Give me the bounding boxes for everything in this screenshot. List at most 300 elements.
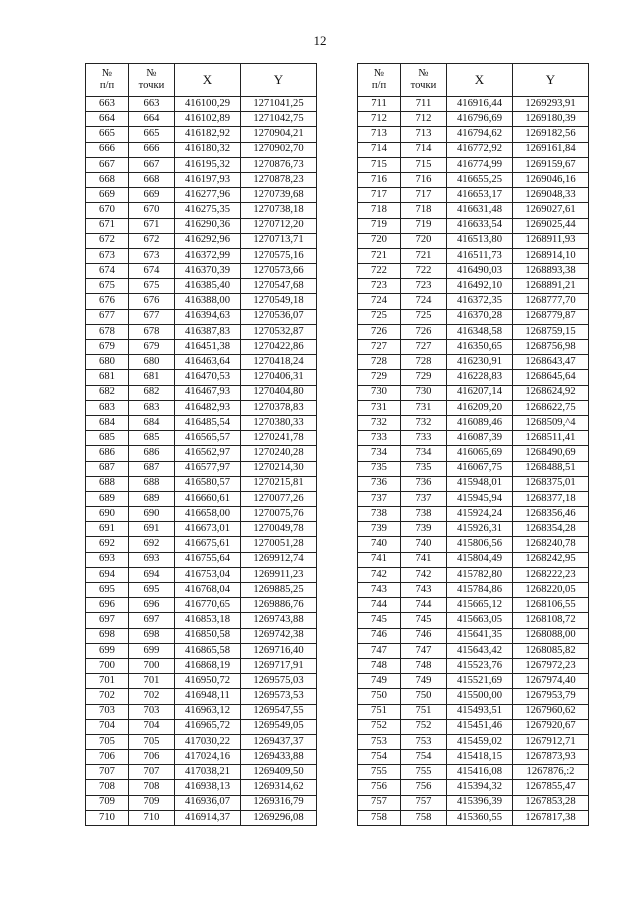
cell-num-point: 683 — [129, 400, 175, 415]
cell-y: 1268756,98 — [513, 340, 589, 355]
cell-num-point: 680 — [129, 355, 175, 370]
cell-x: 416673,01 — [175, 522, 241, 537]
cell-num-pp: 736 — [358, 476, 401, 491]
cell-num-point: 739 — [401, 522, 447, 537]
cell-x: 415451,46 — [447, 719, 513, 734]
cell-num-pp: 734 — [358, 446, 401, 461]
cell-y: 1268624,92 — [513, 385, 589, 400]
cell-x: 416385,40 — [175, 279, 241, 294]
cell-num-pp: 669 — [86, 188, 129, 203]
table-row — [86, 97, 317, 112]
cell-x: 416370,28 — [447, 309, 513, 324]
cell-y: 1268488,51 — [513, 461, 589, 476]
cell-y: 1270739,68 — [241, 188, 317, 203]
cell-num-point: 714 — [401, 142, 447, 157]
cell-num-point: 719 — [401, 218, 447, 233]
cell-y: 1268511,41 — [513, 431, 589, 446]
cell-num-pp: 696 — [86, 598, 129, 613]
table-row — [358, 628, 589, 643]
cell-x: 416916,44 — [447, 97, 513, 112]
cell-y: 1269048,33 — [513, 188, 589, 203]
table-row — [86, 188, 317, 203]
cell-num-point: 751 — [401, 704, 447, 719]
cell-x: 415396,39 — [447, 795, 513, 810]
cell-y: 1269409,50 — [241, 765, 317, 780]
cell-x: 416770,65 — [175, 598, 241, 613]
table-row — [358, 734, 589, 749]
cell-num-pp: 748 — [358, 658, 401, 673]
cell-num-pp: 688 — [86, 476, 129, 491]
cell-num-pp: 675 — [86, 279, 129, 294]
cell-y: 1268242,95 — [513, 552, 589, 567]
cell-x: 416565,57 — [175, 431, 241, 446]
table-row — [86, 370, 317, 385]
cell-num-pp: 731 — [358, 400, 401, 415]
cell-num-point: 725 — [401, 309, 447, 324]
cell-y: 1269296,08 — [241, 810, 317, 825]
cell-num-point: 720 — [401, 233, 447, 248]
table-row — [358, 674, 589, 689]
cell-num-pp: 728 — [358, 355, 401, 370]
cell-num-point: 687 — [129, 461, 175, 476]
table-row — [358, 795, 589, 810]
cell-num-pp: 726 — [358, 324, 401, 339]
cell-y: 1269549,05 — [241, 719, 317, 734]
cell-x: 415523,76 — [447, 658, 513, 673]
table-row — [358, 340, 589, 355]
cell-y: 1268354,28 — [513, 522, 589, 537]
cell-num-pp: 671 — [86, 218, 129, 233]
cell-num-point: 672 — [129, 233, 175, 248]
cell-x: 415418,15 — [447, 750, 513, 765]
cell-y: 1270876,73 — [241, 157, 317, 172]
table-row — [86, 719, 317, 734]
cell-num-point: 678 — [129, 324, 175, 339]
cell-num-point: 744 — [401, 598, 447, 613]
cell-x: 416868,19 — [175, 658, 241, 673]
cell-x: 416350,65 — [447, 340, 513, 355]
cell-x: 416067,75 — [447, 461, 513, 476]
cell-num-point: 740 — [401, 537, 447, 552]
table-row — [358, 370, 589, 385]
table-body-right — [358, 97, 589, 826]
cell-x: 415948,01 — [447, 476, 513, 491]
table-row — [86, 567, 317, 582]
cell-x: 416388,00 — [175, 294, 241, 309]
cell-num-pp: 707 — [86, 765, 129, 780]
cell-num-point: 682 — [129, 385, 175, 400]
cell-num-pp: 741 — [358, 552, 401, 567]
cell-y: 1267853,28 — [513, 795, 589, 810]
cell-y: 1270215,81 — [241, 476, 317, 491]
cell-num-point: 715 — [401, 157, 447, 172]
cell-x: 416485,54 — [175, 415, 241, 430]
cell-num-pp: 705 — [86, 734, 129, 749]
cell-x: 416755,64 — [175, 552, 241, 567]
cell-y: 1269573,53 — [241, 689, 317, 704]
cell-y: 1268240,78 — [513, 537, 589, 552]
cell-y: 1270049,78 — [241, 522, 317, 537]
cell-num-point: 700 — [129, 658, 175, 673]
table-row — [86, 628, 317, 643]
cell-num-point: 705 — [129, 734, 175, 749]
table-row — [358, 264, 589, 279]
table-row — [358, 537, 589, 552]
cell-num-pp: 751 — [358, 704, 401, 719]
table-row — [358, 750, 589, 765]
cell-num-point: 757 — [401, 795, 447, 810]
cell-num-point: 670 — [129, 203, 175, 218]
table-row — [86, 674, 317, 689]
cell-x: 416089,46 — [447, 415, 513, 430]
cell-num-pp: 710 — [86, 810, 129, 825]
table-row — [86, 203, 317, 218]
table-row — [358, 324, 589, 339]
cell-num-pp: 711 — [358, 97, 401, 112]
cell-y: 1268779,87 — [513, 309, 589, 324]
cell-num-pp: 727 — [358, 340, 401, 355]
cell-num-pp: 755 — [358, 765, 401, 780]
cell-num-pp: 754 — [358, 750, 401, 765]
cell-y: 1270422,86 — [241, 340, 317, 355]
cell-num-point: 718 — [401, 203, 447, 218]
cell-num-pp: 666 — [86, 142, 129, 157]
cell-num-pp: 725 — [358, 309, 401, 324]
cell-y: 1269912,74 — [241, 552, 317, 567]
table-row — [86, 613, 317, 628]
cell-y: 1268085,82 — [513, 643, 589, 658]
table-row — [86, 127, 317, 142]
page-number: 12 — [313, 33, 327, 48]
cell-x: 417030,22 — [175, 734, 241, 749]
cell-y: 1271041,25 — [241, 97, 317, 112]
cell-num-pp: 719 — [358, 218, 401, 233]
cell-num-point: 746 — [401, 628, 447, 643]
cell-x: 416794,62 — [447, 127, 513, 142]
cell-num-pp: 681 — [86, 370, 129, 385]
cell-y: 1268645,64 — [513, 370, 589, 385]
table-row — [86, 400, 317, 415]
cell-num-point: 712 — [401, 112, 447, 127]
table-row — [86, 461, 317, 476]
table-row — [358, 233, 589, 248]
cell-y: 1267817,38 — [513, 810, 589, 825]
cell-num-pp: 716 — [358, 172, 401, 187]
cell-x: 416180,32 — [175, 142, 241, 157]
cell-x: 416936,07 — [175, 795, 241, 810]
cell-x: 416938,13 — [175, 780, 241, 795]
cell-x: 416372,99 — [175, 248, 241, 263]
table-row — [358, 491, 589, 506]
cell-num-point: 681 — [129, 370, 175, 385]
cell-num-pp: 706 — [86, 750, 129, 765]
cell-num-pp: 739 — [358, 522, 401, 537]
cell-num-point: 695 — [129, 583, 175, 598]
cell-num-pp: 752 — [358, 719, 401, 734]
cell-num-pp: 703 — [86, 704, 129, 719]
cell-x: 416209,20 — [447, 400, 513, 415]
table-row — [86, 491, 317, 506]
header-num-pp: № п/п — [86, 64, 129, 97]
cell-num-pp: 756 — [358, 780, 401, 795]
cell-x: 416511,73 — [447, 248, 513, 263]
cell-num-point: 750 — [401, 689, 447, 704]
cell-num-point: 673 — [129, 248, 175, 263]
cell-num-point: 737 — [401, 491, 447, 506]
cell-x: 416577,97 — [175, 461, 241, 476]
cell-x: 415416,08 — [447, 765, 513, 780]
table-row — [86, 279, 317, 294]
cell-num-point: 665 — [129, 127, 175, 142]
cell-num-point: 743 — [401, 583, 447, 598]
cell-x: 415663,05 — [447, 613, 513, 628]
cell-num-pp: 683 — [86, 400, 129, 415]
cell-num-pp: 713 — [358, 127, 401, 142]
cell-num-pp: 694 — [86, 567, 129, 582]
cell-y: 1267912,71 — [513, 734, 589, 749]
table-row — [86, 522, 317, 537]
cell-num-point: 711 — [401, 97, 447, 112]
cell-num-pp: 735 — [358, 461, 401, 476]
table-row — [86, 157, 317, 172]
cell-num-pp: 668 — [86, 172, 129, 187]
cell-y: 1268777,70 — [513, 294, 589, 309]
cell-num-point: 730 — [401, 385, 447, 400]
cell-x: 416182,92 — [175, 127, 241, 142]
cell-x: 415945,94 — [447, 491, 513, 506]
cell-x: 415782,80 — [447, 567, 513, 582]
cell-x: 416207,14 — [447, 385, 513, 400]
cell-x: 416796,69 — [447, 112, 513, 127]
cell-num-pp: 732 — [358, 415, 401, 430]
cell-num-point: 698 — [129, 628, 175, 643]
cell-num-pp: 667 — [86, 157, 129, 172]
cell-num-point: 754 — [401, 750, 447, 765]
cell-x: 416387,83 — [175, 324, 241, 339]
cell-y: 1267855,47 — [513, 780, 589, 795]
cell-y: 1268088,00 — [513, 628, 589, 643]
cell-y: 1270241,78 — [241, 431, 317, 446]
table-row — [86, 780, 317, 795]
cell-x: 416451,38 — [175, 340, 241, 355]
cell-num-pp: 685 — [86, 431, 129, 446]
cell-y: 1267972,23 — [513, 658, 589, 673]
table-row — [86, 750, 317, 765]
table-row — [86, 324, 317, 339]
cell-num-pp: 746 — [358, 628, 401, 643]
table-row — [86, 810, 317, 825]
cell-y: 1270404,80 — [241, 385, 317, 400]
cell-y: 1269161,84 — [513, 142, 589, 157]
table-row — [86, 446, 317, 461]
cell-y: 1268375,01 — [513, 476, 589, 491]
table-row — [358, 461, 589, 476]
cell-num-point: 689 — [129, 491, 175, 506]
cell-y: 1269316,79 — [241, 795, 317, 810]
cell-y: 1270075,76 — [241, 507, 317, 522]
cell-y: 1268356,46 — [513, 507, 589, 522]
cell-y: 1270077,26 — [241, 491, 317, 506]
cell-num-point: 703 — [129, 704, 175, 719]
cell-y: 1270549,18 — [241, 294, 317, 309]
cell-num-pp: 672 — [86, 233, 129, 248]
cell-num-pp: 697 — [86, 613, 129, 628]
table-body-left — [86, 97, 317, 826]
cell-y: 1270536,07 — [241, 309, 317, 324]
cell-y: 1269885,25 — [241, 583, 317, 598]
cell-num-pp: 714 — [358, 142, 401, 157]
header-num-pp: № п/п — [358, 64, 401, 97]
table-row — [358, 689, 589, 704]
cell-x: 415641,35 — [447, 628, 513, 643]
cell-num-point: 728 — [401, 355, 447, 370]
cell-num-pp: 718 — [358, 203, 401, 218]
cell-num-pp: 709 — [86, 795, 129, 810]
cell-num-point: 722 — [401, 264, 447, 279]
cell-num-point: 721 — [401, 248, 447, 263]
cell-num-point: 736 — [401, 476, 447, 491]
cell-num-pp: 670 — [86, 203, 129, 218]
table-row — [358, 431, 589, 446]
cell-num-point: 696 — [129, 598, 175, 613]
cell-y: 1269742,38 — [241, 628, 317, 643]
cell-num-point: 708 — [129, 780, 175, 795]
table-row — [358, 765, 589, 780]
cell-x: 416482,93 — [175, 400, 241, 415]
cell-num-point: 684 — [129, 415, 175, 430]
table-row — [358, 613, 589, 628]
cell-num-pp: 729 — [358, 370, 401, 385]
cell-num-pp: 744 — [358, 598, 401, 613]
cell-x: 415924,24 — [447, 507, 513, 522]
table-row — [358, 157, 589, 172]
cell-num-point: 752 — [401, 719, 447, 734]
cell-num-point: 713 — [401, 127, 447, 142]
cell-num-pp: 702 — [86, 689, 129, 704]
cell-x: 416492,10 — [447, 279, 513, 294]
cell-y: 1269180,39 — [513, 112, 589, 127]
cell-y: 1269159,67 — [513, 157, 589, 172]
table-row — [86, 598, 317, 613]
cell-num-pp: 692 — [86, 537, 129, 552]
cell-x: 416655,25 — [447, 172, 513, 187]
cell-num-pp: 738 — [358, 507, 401, 522]
table-row — [86, 431, 317, 446]
cell-y: 1268220,05 — [513, 583, 589, 598]
cell-x: 415360,55 — [447, 810, 513, 825]
cell-num-pp: 678 — [86, 324, 129, 339]
cell-y: 1269743,88 — [241, 613, 317, 628]
cell-num-pp: 749 — [358, 674, 401, 689]
cell-x: 416348,58 — [447, 324, 513, 339]
cell-num-point: 701 — [129, 674, 175, 689]
cell-y: 1270878,23 — [241, 172, 317, 187]
cell-num-point: 699 — [129, 643, 175, 658]
cell-x: 415665,12 — [447, 598, 513, 613]
cell-y: 1268893,38 — [513, 264, 589, 279]
cell-x: 416853,18 — [175, 613, 241, 628]
cell-num-pp: 674 — [86, 264, 129, 279]
cell-x: 415806,56 — [447, 537, 513, 552]
header-num-point: № точки — [129, 64, 175, 97]
table-row — [358, 583, 589, 598]
cell-x: 416865,58 — [175, 643, 241, 658]
cell-num-point: 745 — [401, 613, 447, 628]
cell-num-pp: 691 — [86, 522, 129, 537]
table-row — [358, 552, 589, 567]
cell-num-point: 688 — [129, 476, 175, 491]
table-row — [358, 172, 589, 187]
cell-num-pp: 699 — [86, 643, 129, 658]
cell-y: 1270904,21 — [241, 127, 317, 142]
cell-num-pp: 717 — [358, 188, 401, 203]
cell-num-pp: 722 — [358, 264, 401, 279]
table-row — [358, 97, 589, 112]
cell-num-pp: 742 — [358, 567, 401, 582]
cell-y: 1268106,55 — [513, 598, 589, 613]
cell-x: 415394,32 — [447, 780, 513, 795]
table-row — [86, 795, 317, 810]
cell-x: 416963,12 — [175, 704, 241, 719]
table-row — [86, 537, 317, 552]
cell-y: 1269314,62 — [241, 780, 317, 795]
cell-num-pp: 745 — [358, 613, 401, 628]
cell-x: 416948,11 — [175, 689, 241, 704]
cell-num-point: 758 — [401, 810, 447, 825]
cell-y: 1269575,03 — [241, 674, 317, 689]
cell-x: 416768,04 — [175, 583, 241, 598]
cell-x: 416633,54 — [447, 218, 513, 233]
table-row — [358, 658, 589, 673]
cell-num-point: 668 — [129, 172, 175, 187]
cell-num-pp: 682 — [86, 385, 129, 400]
cell-num-point: 676 — [129, 294, 175, 309]
table-row — [86, 415, 317, 430]
cell-y: 1269911,23 — [241, 567, 317, 582]
table-row — [358, 643, 589, 658]
cell-num-point: 685 — [129, 431, 175, 446]
cell-num-point: 697 — [129, 613, 175, 628]
cell-y: 1269717,91 — [241, 658, 317, 673]
cell-y: 1271042,75 — [241, 112, 317, 127]
cell-num-point: 671 — [129, 218, 175, 233]
cell-num-point: 741 — [401, 552, 447, 567]
cell-y: 1270214,30 — [241, 461, 317, 476]
cell-num-point: 716 — [401, 172, 447, 187]
cell-num-pp: 677 — [86, 309, 129, 324]
cell-x: 416631,48 — [447, 203, 513, 218]
cell-y: 1270713,71 — [241, 233, 317, 248]
cell-num-point: 690 — [129, 507, 175, 522]
cell-y: 1270240,28 — [241, 446, 317, 461]
cell-num-pp: 686 — [86, 446, 129, 461]
cell-y: 1268891,21 — [513, 279, 589, 294]
cell-num-point: 756 — [401, 780, 447, 795]
cell-y: 1270406,31 — [241, 370, 317, 385]
cell-x: 415493,51 — [447, 704, 513, 719]
cell-num-pp: 753 — [358, 734, 401, 749]
cell-x: 416513,80 — [447, 233, 513, 248]
table-row — [86, 476, 317, 491]
cell-y: 1270575,16 — [241, 248, 317, 263]
cell-y: 1269547,55 — [241, 704, 317, 719]
header-y: Y — [241, 64, 317, 97]
cell-x: 416562,97 — [175, 446, 241, 461]
cell-num-point: 704 — [129, 719, 175, 734]
cell-y: 1267920,67 — [513, 719, 589, 734]
cell-num-pp: 747 — [358, 643, 401, 658]
cell-num-point: 694 — [129, 567, 175, 582]
